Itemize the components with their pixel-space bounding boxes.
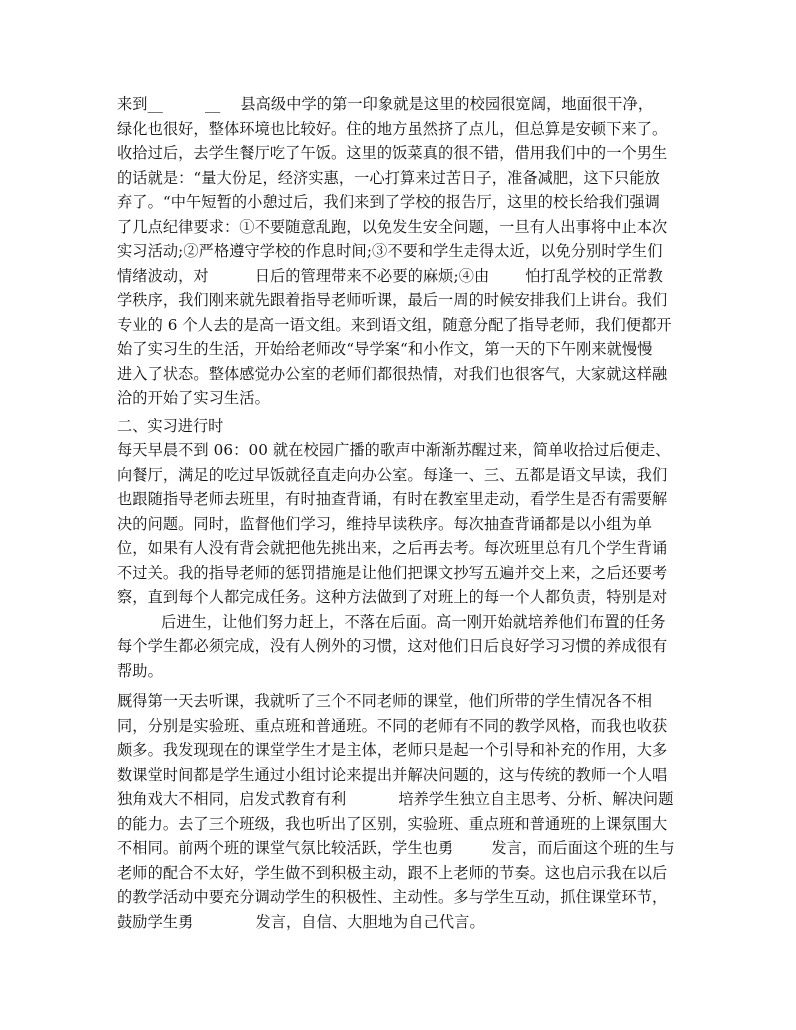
text-line: 厩得第一天去听课，我就听了三个不同老师的课堂，他们所带的学生情况各不相 bbox=[117, 692, 653, 710]
paragraph-daily-routine bbox=[117, 438, 682, 683]
text-line: 同，分别是实验班、重点班和普通班。不同的老师有不同的教学风格，而我也收获 bbox=[117, 716, 668, 735]
text-line: 始了实习生的生活，开始给老师改“导学案“和小作文，第一天的下午刚来就慢慢 bbox=[117, 340, 653, 358]
text-line: 向餐厅，满足的吃过早饭就径直走向办公室。每逢一、三、五都是语文早读，我们 bbox=[117, 465, 668, 484]
text-line: 位，如果有人没有背会就把他先挑出来，之后再去考。每次班里总有几个学生背诵 bbox=[117, 539, 668, 557]
text-line: 每天早晨不到 06：00 就在校园广播的歌声中渐渐苏醒过来，简单收拾过后便走、 bbox=[117, 441, 671, 459]
text-line: 数课堂时间都是学生通过小组讨论来提出并解决问题的，这与传统的教师一个人唱 bbox=[117, 765, 668, 784]
text-line: 的教学活动中要充分调动学生的积极性、主动性。多与学生互动，抓住课堂环节， bbox=[117, 888, 668, 906]
text-line: 了几点纪律要求：①不要随意乱跑，以免发生安全问题，一旦有人出事将中止本次 bbox=[117, 217, 668, 236]
text-line: 帮助。 bbox=[117, 661, 163, 680]
text-line: 决的问题。同时，监督他们学习，维持早读秩序。每次抽查背诵都是以小组为单 bbox=[117, 514, 653, 533]
text-line: 弃了。“中午短暂的小憩过后，我们来到了学校的报告厅，这里的校长给我们强调 bbox=[117, 193, 660, 211]
text-line: 收拾过后，去学生餐厅吃了午饭。这里的饭菜真的很不错，借用我们中的一个男生 bbox=[117, 144, 668, 162]
text-line: 绿化也很好，整体环境也比较好。住的地方虽然挤了点儿，但总算是安顿下来了。 bbox=[117, 119, 668, 138]
text-line: 后进生，让他们努力赶上，不落在后面。高一刚开始就培养他们布置的任务 bbox=[161, 612, 666, 631]
text-line: 鼓励学生勇 发言，自信、大胆地为自己代言。 bbox=[117, 912, 485, 931]
text-line: 察，直到每个人都完成任务。这种方法做到了对班上的每一个人都负责，特别是对 bbox=[117, 588, 668, 606]
paragraph-arrival bbox=[117, 92, 682, 411]
text-line: 进入了状态。整体感觉办公室的老师们都很热情，对我们也很客气，大家就这样融 bbox=[117, 364, 668, 383]
section-heading: 二、实习进行时 bbox=[117, 417, 224, 435]
text-line: 老师的配合不太好，学生做不到积极主动，跟不上老师的节奏。这也启示我在以后 bbox=[117, 863, 668, 882]
text-line: 独角戏大不相同，启发式教育有利 培养学生独立自主思考、分析、解决问题 bbox=[117, 790, 674, 808]
text-line: 也跟随指导老师去班里，有时抽查背诵，有时在教室里走动，看学生是否有需要解 bbox=[117, 490, 668, 508]
text-line: 来到__ __ 县高级中学的第一印象就是这里的校园很宽阔，地面很干净， bbox=[117, 95, 654, 113]
text-line: 专业的 6 个人去的是高一语文组。来到语文组，随意分配了指导老师，我们便都开 bbox=[117, 315, 672, 334]
text-line: 学秩序，我们刚来就先跟着指导老师听课，最后一周的时候安排我们上讲台。我们 bbox=[117, 291, 668, 309]
text-line: 的能力。去了三个班级，我也听出了区别，实验班、重点班和普通班的上课氛围大 bbox=[117, 814, 668, 833]
text-line: 情绪波动，对 日后的管理带来不必要的麻烦;④由 怕打乱学校的正常教 bbox=[117, 266, 663, 285]
paragraph-first-lessons bbox=[117, 689, 682, 934]
text-line: 不过关。我的指导老师的惩罚措施是让他们把课文抄写五遍并交上来，之后还要考 bbox=[117, 563, 668, 582]
text-line: 的话就是：“量大份足，经济实惠，一心打算来过苦日子，准备减肥，这下只能放 bbox=[117, 168, 660, 187]
text-line: 实习活动;②严格遵守学校的作息时间;③不要和学生走得太近，以免分别时学生们 bbox=[117, 242, 663, 260]
text-line: 不相同。前两个班的课堂气氛比较活跃，学生也勇 发言，而后面这个班的生与 bbox=[117, 839, 675, 857]
text-line: 颇多。我发现现在的课堂学生才是主体，老师只是起一个引导和补充的作用，大多 bbox=[117, 741, 668, 759]
text-line: 每个学生都必须完成，没有人例外的习惯，这对他们日后良好学习习惯的养成很有 bbox=[117, 637, 668, 655]
text-line: 洽的开始了实习生活。 bbox=[117, 389, 270, 407]
